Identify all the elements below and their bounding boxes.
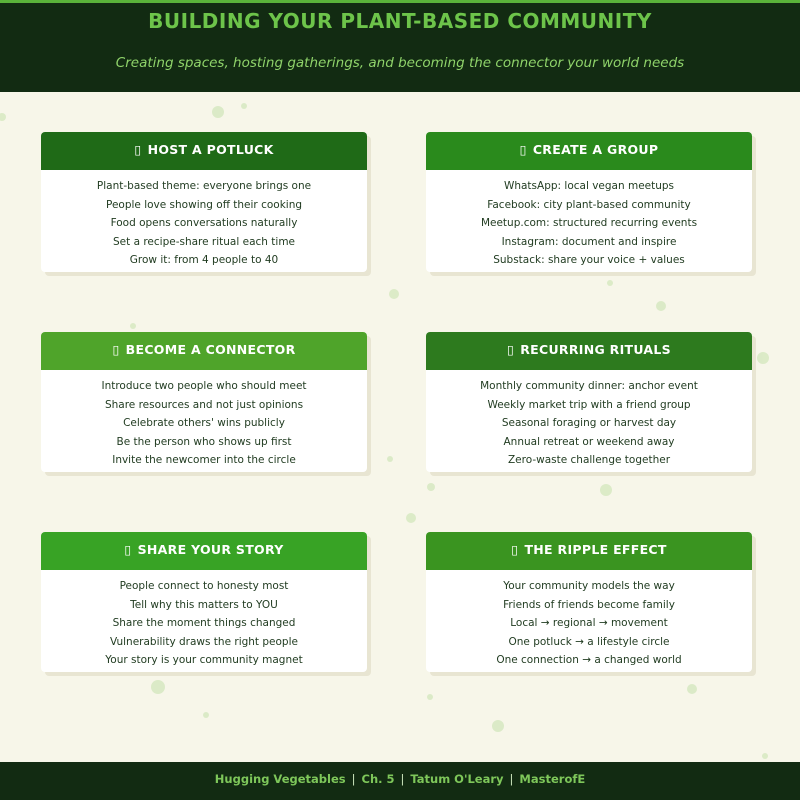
- card-the-ripple-effect: [426, 532, 752, 672]
- footer-author: Tatum O'Leary: [410, 772, 504, 786]
- card-header: [41, 332, 367, 370]
- page-subtitle: Creating spaces, hosting gatherings, and becoming the connector your world needs: [115, 55, 685, 71]
- card-title: CREATE A GROUP: [532, 142, 659, 157]
- card-header: [41, 532, 367, 570]
- card-body: [41, 170, 367, 270]
- list-item: Weekly market trip with a friend group: [487, 398, 691, 411]
- footer-separator: |: [351, 772, 356, 786]
- card-body: [426, 570, 752, 670]
- list-item: Share the moment things changed: [112, 617, 296, 629]
- list-item: People love showing off their cooking: [105, 198, 303, 211]
- card-create-a-group: [426, 132, 752, 272]
- list-item: WhatsApp: local vegan meetups: [503, 180, 675, 192]
- card-host-a-potluck: [41, 132, 367, 272]
- list-item: Local → regional → movement: [510, 617, 668, 629]
- footer-chapter: Ch. 5: [361, 772, 395, 786]
- card-body: [426, 170, 752, 270]
- list-item: Instagram: document and inspire: [501, 235, 677, 248]
- header-banner: [0, 0, 800, 92]
- list-item: Annual retreat or weekend away: [503, 435, 675, 448]
- page-title: BUILDING YOUR PLANT-BASED COMMUNITY: [148, 9, 652, 33]
- card-title: SHARE YOUR STORY: [137, 542, 284, 557]
- card-header: [426, 332, 752, 370]
- list-item: Meetup.com: structured recurring events: [480, 217, 698, 229]
- list-item: Set a recipe-share ritual each time: [112, 235, 296, 248]
- book-icon: ▯: [124, 542, 132, 557]
- card-title: HOST A POTLUCK: [147, 142, 274, 157]
- footer-separator: |: [400, 772, 405, 786]
- list-item: Zero-waste challenge together: [507, 454, 671, 466]
- list-item: Be the person who shows up first: [116, 435, 292, 448]
- list-item: People connect to honesty most: [119, 580, 289, 592]
- list-item: Monthly community dinner: anchor event: [480, 380, 698, 392]
- card-body: [426, 370, 752, 470]
- list-item: Seasonal foraging or harvest day: [501, 417, 677, 429]
- calendar-icon: ▯: [507, 342, 515, 357]
- list-item: Tell why this matters to YOU: [130, 598, 278, 611]
- list-item: Introduce two people who should meet: [101, 380, 307, 392]
- list-item: Facebook: city plant-based community: [487, 198, 691, 211]
- list-item: Substack: share your voice + values: [493, 254, 685, 266]
- list-item: Plant-based theme: everyone brings one: [96, 180, 312, 192]
- link-icon: ▯: [112, 342, 120, 357]
- list-item: One potluck → a lifestyle circle: [508, 635, 670, 648]
- card-header: [41, 132, 367, 170]
- card-become-a-connector: [41, 332, 367, 472]
- card-title: BECOME A CONNECTOR: [125, 342, 296, 357]
- card-body: [41, 570, 367, 670]
- list-item: Invite the newcomer into the circle: [112, 454, 296, 466]
- list-item: Friends of friends become family: [503, 598, 675, 611]
- list-item: Food opens conversations naturally: [110, 217, 298, 229]
- list-item: Grow it: from 4 people to 40: [129, 254, 279, 266]
- card-body: [41, 370, 367, 470]
- card-recurring-rituals: [426, 332, 752, 472]
- list-item: Vulnerability draws the right people: [110, 635, 298, 648]
- footer-credit: MasterofE: [519, 772, 586, 786]
- card-title: THE RIPPLE EFFECT: [524, 542, 667, 557]
- wave-icon: ▯: [511, 542, 519, 557]
- card-title: RECURRING RITUALS: [520, 342, 671, 357]
- card-header: [426, 132, 752, 170]
- card-header: [426, 532, 752, 570]
- list-item: Your story is your community magnet: [105, 654, 303, 666]
- list-item: Share resources and not just opinions: [104, 398, 304, 411]
- card-share-your-story: [41, 532, 367, 672]
- house-icon: ▯: [134, 142, 142, 157]
- footer-credits: [0, 762, 800, 800]
- footer-book: Hugging Vegetables: [214, 772, 346, 786]
- list-item: Your community models the way: [503, 580, 675, 592]
- footer-separator: |: [509, 772, 514, 786]
- list-item: Celebrate others' wins publicly: [123, 417, 285, 429]
- list-item: One connection → a changed world: [496, 654, 682, 666]
- chat-icon: ▯: [519, 142, 527, 157]
